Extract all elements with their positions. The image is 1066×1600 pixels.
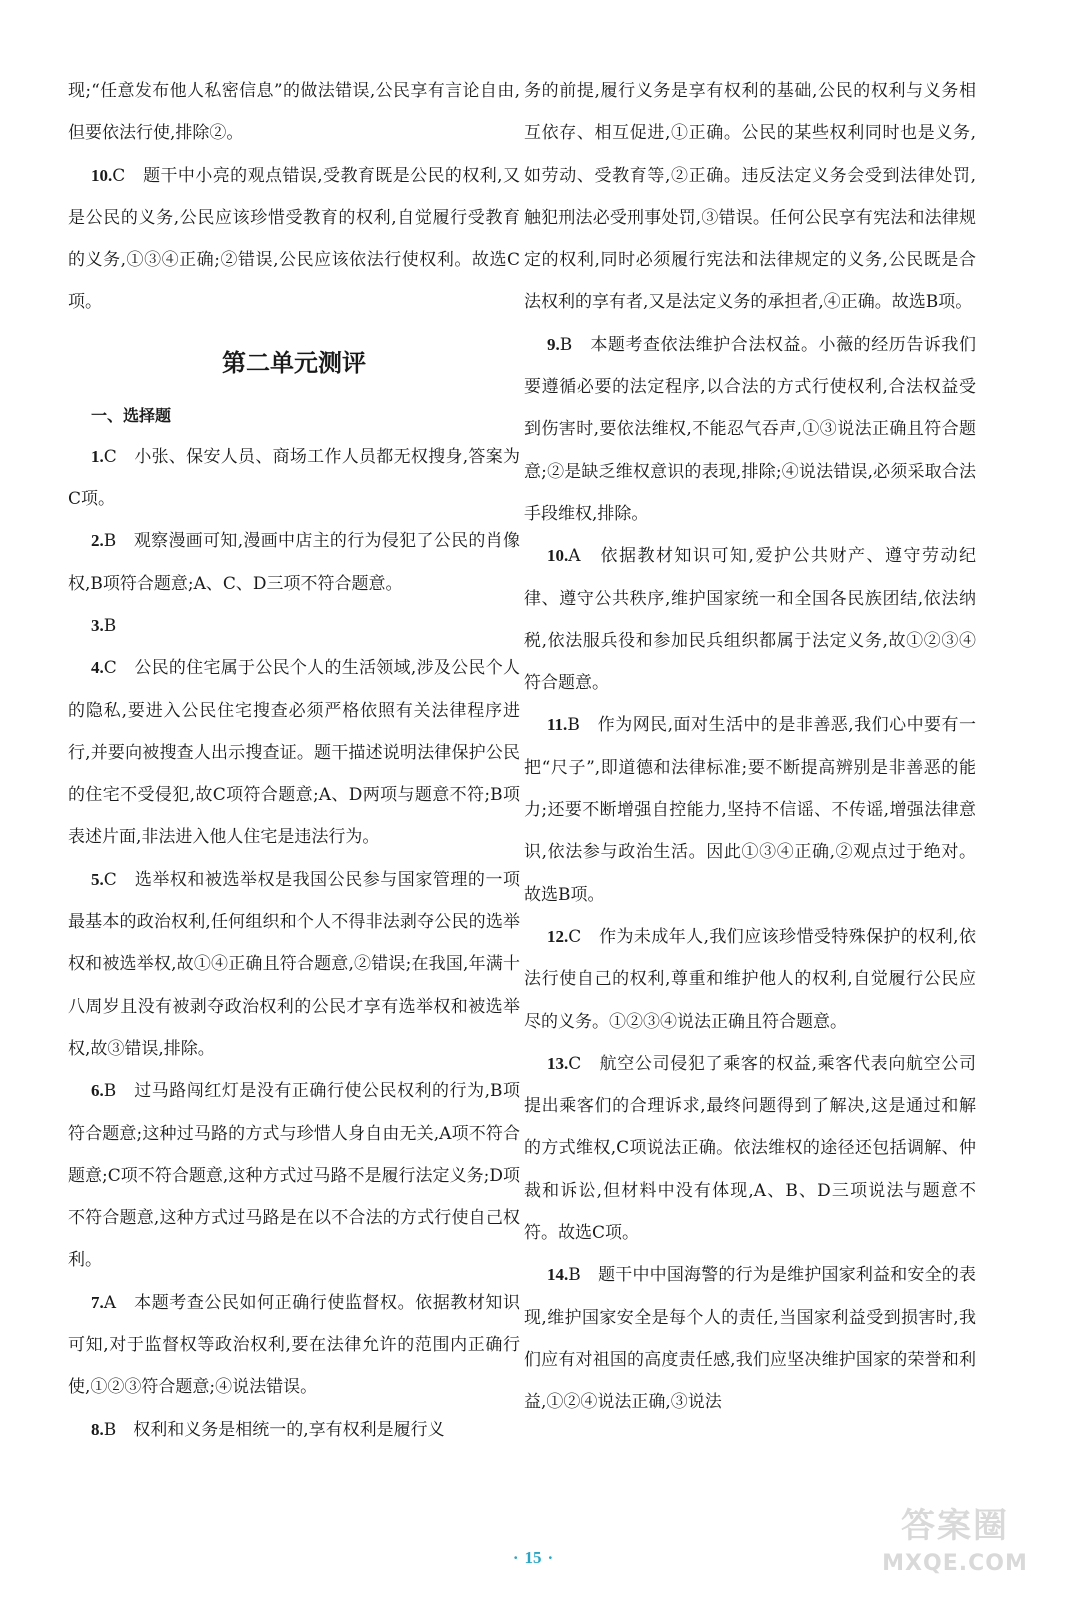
answer-number: 2.	[91, 531, 104, 551]
answer-text: A 依据教材知识可知,爱护公共财产、遵守劳动纪律、遵守公共秩序,维护国家统一和全国各民族团结,依法纳税,依法服兵役和参加民兵组织都属于法定义务,故①②③④符合题意。	[524, 546, 976, 694]
answer-text: C 公民的住宅属于公民个人的生活领域,涉及公民个人的隐私,要进入公民住宅搜查必须严格依照有关法律程序进行,并要向被搜查人出示搜查证。题干描述说明法律保护公民的住宅不受侵犯,故C项符合题意;A、D两项与题意不符;B项表述片面,非法进入他人住宅是违法行为。	[68, 658, 520, 848]
answer-text: C 作为未成年人,我们应该珍惜受特殊保护的权利,依法行使自己的权利,尊重和维护他人的权利,自觉履行公民应尽的义务。①②③④说法正确且符合题意。	[524, 926, 976, 1032]
answer-9	[524, 324, 976, 535]
watermark	[860, 1502, 1050, 1594]
answer-number: 12.	[547, 926, 569, 946]
answer-12	[524, 916, 976, 1043]
answer-number: 10.	[547, 546, 569, 566]
answer-8-continued: 务的前提,履行义务是享有权利的基础,公民的权利与义务相互依存、相互促进,①正确。公民的某些权利同时也是义务,如劳动、受教育等,②正确。违反法定义务会受到法律处罚,触犯刑法必受刑事处罚,③错误。任何公民享有宪法和法律规定的权利,同时必须履行宪法和法律规定的义务,公民既是合法权利的享有者,又是法定义务的承担者,④正确。故选B项。	[524, 81, 976, 313]
answer-5	[68, 859, 520, 1070]
page-number-value: 15	[524, 1548, 542, 1567]
answer-6	[68, 1070, 520, 1281]
answer-text: B 题干中中国海警的行为是维护国家利益和安全的表现,维护国家安全是每个人的责任,当国家利益受到损害时,我们应有对祖国的高度责任感,我们应坚决维护国家的荣誉和利益,①②④说法正确,③说法	[524, 1265, 976, 1413]
answer-number: 6.	[91, 1081, 104, 1101]
answer-8	[68, 1409, 520, 1451]
answer-4	[68, 647, 520, 858]
answer-number: 4.	[91, 658, 104, 678]
answer-number: 10.	[91, 165, 113, 185]
left-column	[68, 70, 520, 1451]
answer-number: 13.	[547, 1053, 569, 1073]
continued-paragraph: 现;“任意发布他人私密信息”的做法错误,公民享有言论自由,但要依法行使,排除②。	[68, 81, 520, 144]
answer-3	[68, 605, 520, 647]
watermark-url: MXQE.COM	[882, 1551, 1028, 1576]
answer-number: 11.	[547, 715, 568, 735]
answer-14	[524, 1254, 976, 1423]
answer-text: B 本题考查依法维护合法权益。小薇的经历告诉我们要遵循必要的法定程序,以合法的方式行使权利,合法权益受到伤害时,要依法维权,不能忍气吞声,①③说法正确且符合题意;②是缺乏维权意识的表现,排除;④说法错误,必须采取合法手段维权,排除。	[524, 334, 976, 524]
page-dot-right: ·	[547, 1548, 554, 1567]
answer-number: 7.	[91, 1292, 104, 1312]
answer-text: C 小张、保安人员、商场工作人员都无权搜身,答案为C项。	[68, 446, 520, 510]
answer-text: B 过马路闯红灯是没有正确行使公民权利的行为,B项符合题意;这种过马路的方式与珍惜人身自由无关,A项不符合题意;C项不符合题意,这种方式过马路不是履行法定义务;D项不符合题意,这种方式过马路是在以不合法的方式行使自己权利。	[68, 1081, 520, 1271]
right-column	[524, 70, 976, 1424]
answer-number: 1.	[91, 446, 104, 466]
answer-10	[68, 155, 520, 324]
answer-number: 8.	[91, 1419, 104, 1439]
answer-11	[524, 704, 976, 915]
answer-2	[68, 520, 520, 605]
watermark-logo: 答案圈	[901, 1506, 1009, 1546]
unit-title: 第二单元测评	[222, 348, 366, 377]
answer-7	[68, 1282, 520, 1409]
answer-number: 3.	[91, 615, 104, 635]
section-heading: 一、选择题	[91, 405, 172, 425]
answer-text: C 题干中小亮的观点错误,受教育既是公民的权利,又是公民的义务,公民应该珍惜受教育的权利,自觉履行受教育的义务,①③④正确;②错误,公民应该依法行使权利。故选C项。	[68, 165, 520, 313]
answer-text: B 权利和义务是相统一的,享有权利是履行义	[103, 1419, 445, 1440]
answer-text: A 本题考查公民如何正确行使监督权。依据教材知识可知,对于监督权等政治权利,要在法律允许的范围内正确行使,①②③符合题意;④说法错误。	[68, 1292, 520, 1398]
answer-text: C 航空公司侵犯了乘客的权益,乘客代表向航空公司提出乘客们的合理诉求,最终问题得到了解决,这是通过和解的方式维权,C项说法正确。依法维权的途径还包括调解、仲裁和诉讼,但材料中没有体现,A、B、D三项说法与题意不符。故选C项。	[524, 1053, 976, 1244]
answer-text: C 选举权和被选举权是我国公民参与国家管理的一项最基本的政治权利,任何组织和个人不得非法剥夺公民的选举权和被选举权,故①④正确且符合题意,②错误;在我国,年满十八周岁且没有被剥夺政治权利的公民才享有选举权和被选举权,故③错误,排除。	[68, 869, 520, 1059]
answer-text: B 观察漫画可知,漫画中店主的行为侵犯了公民的肖像权,B项符合题意;A、C、D三项不符合题意。	[68, 531, 520, 594]
answer-text: B 作为网民,面对生活中的是非善恶,我们心中要有一把“尺子”,即道德和法律标准;要不断提高辨别是非善恶的能力;还要不断增强自控能力,坚持不信谣、不传谣,增强法律意识,依法参与政治生活。因此①③④正确,②观点过于绝对。故选B项。	[524, 715, 976, 905]
answer-number: 5.	[91, 869, 104, 889]
answer-10	[524, 535, 976, 704]
answer-number: 14.	[547, 1265, 569, 1285]
answer-1	[68, 436, 520, 521]
answer-number: 9.	[547, 334, 560, 354]
answer-13	[524, 1043, 976, 1254]
answer-text: B	[103, 615, 117, 636]
page-dot-left: ·	[512, 1548, 519, 1567]
